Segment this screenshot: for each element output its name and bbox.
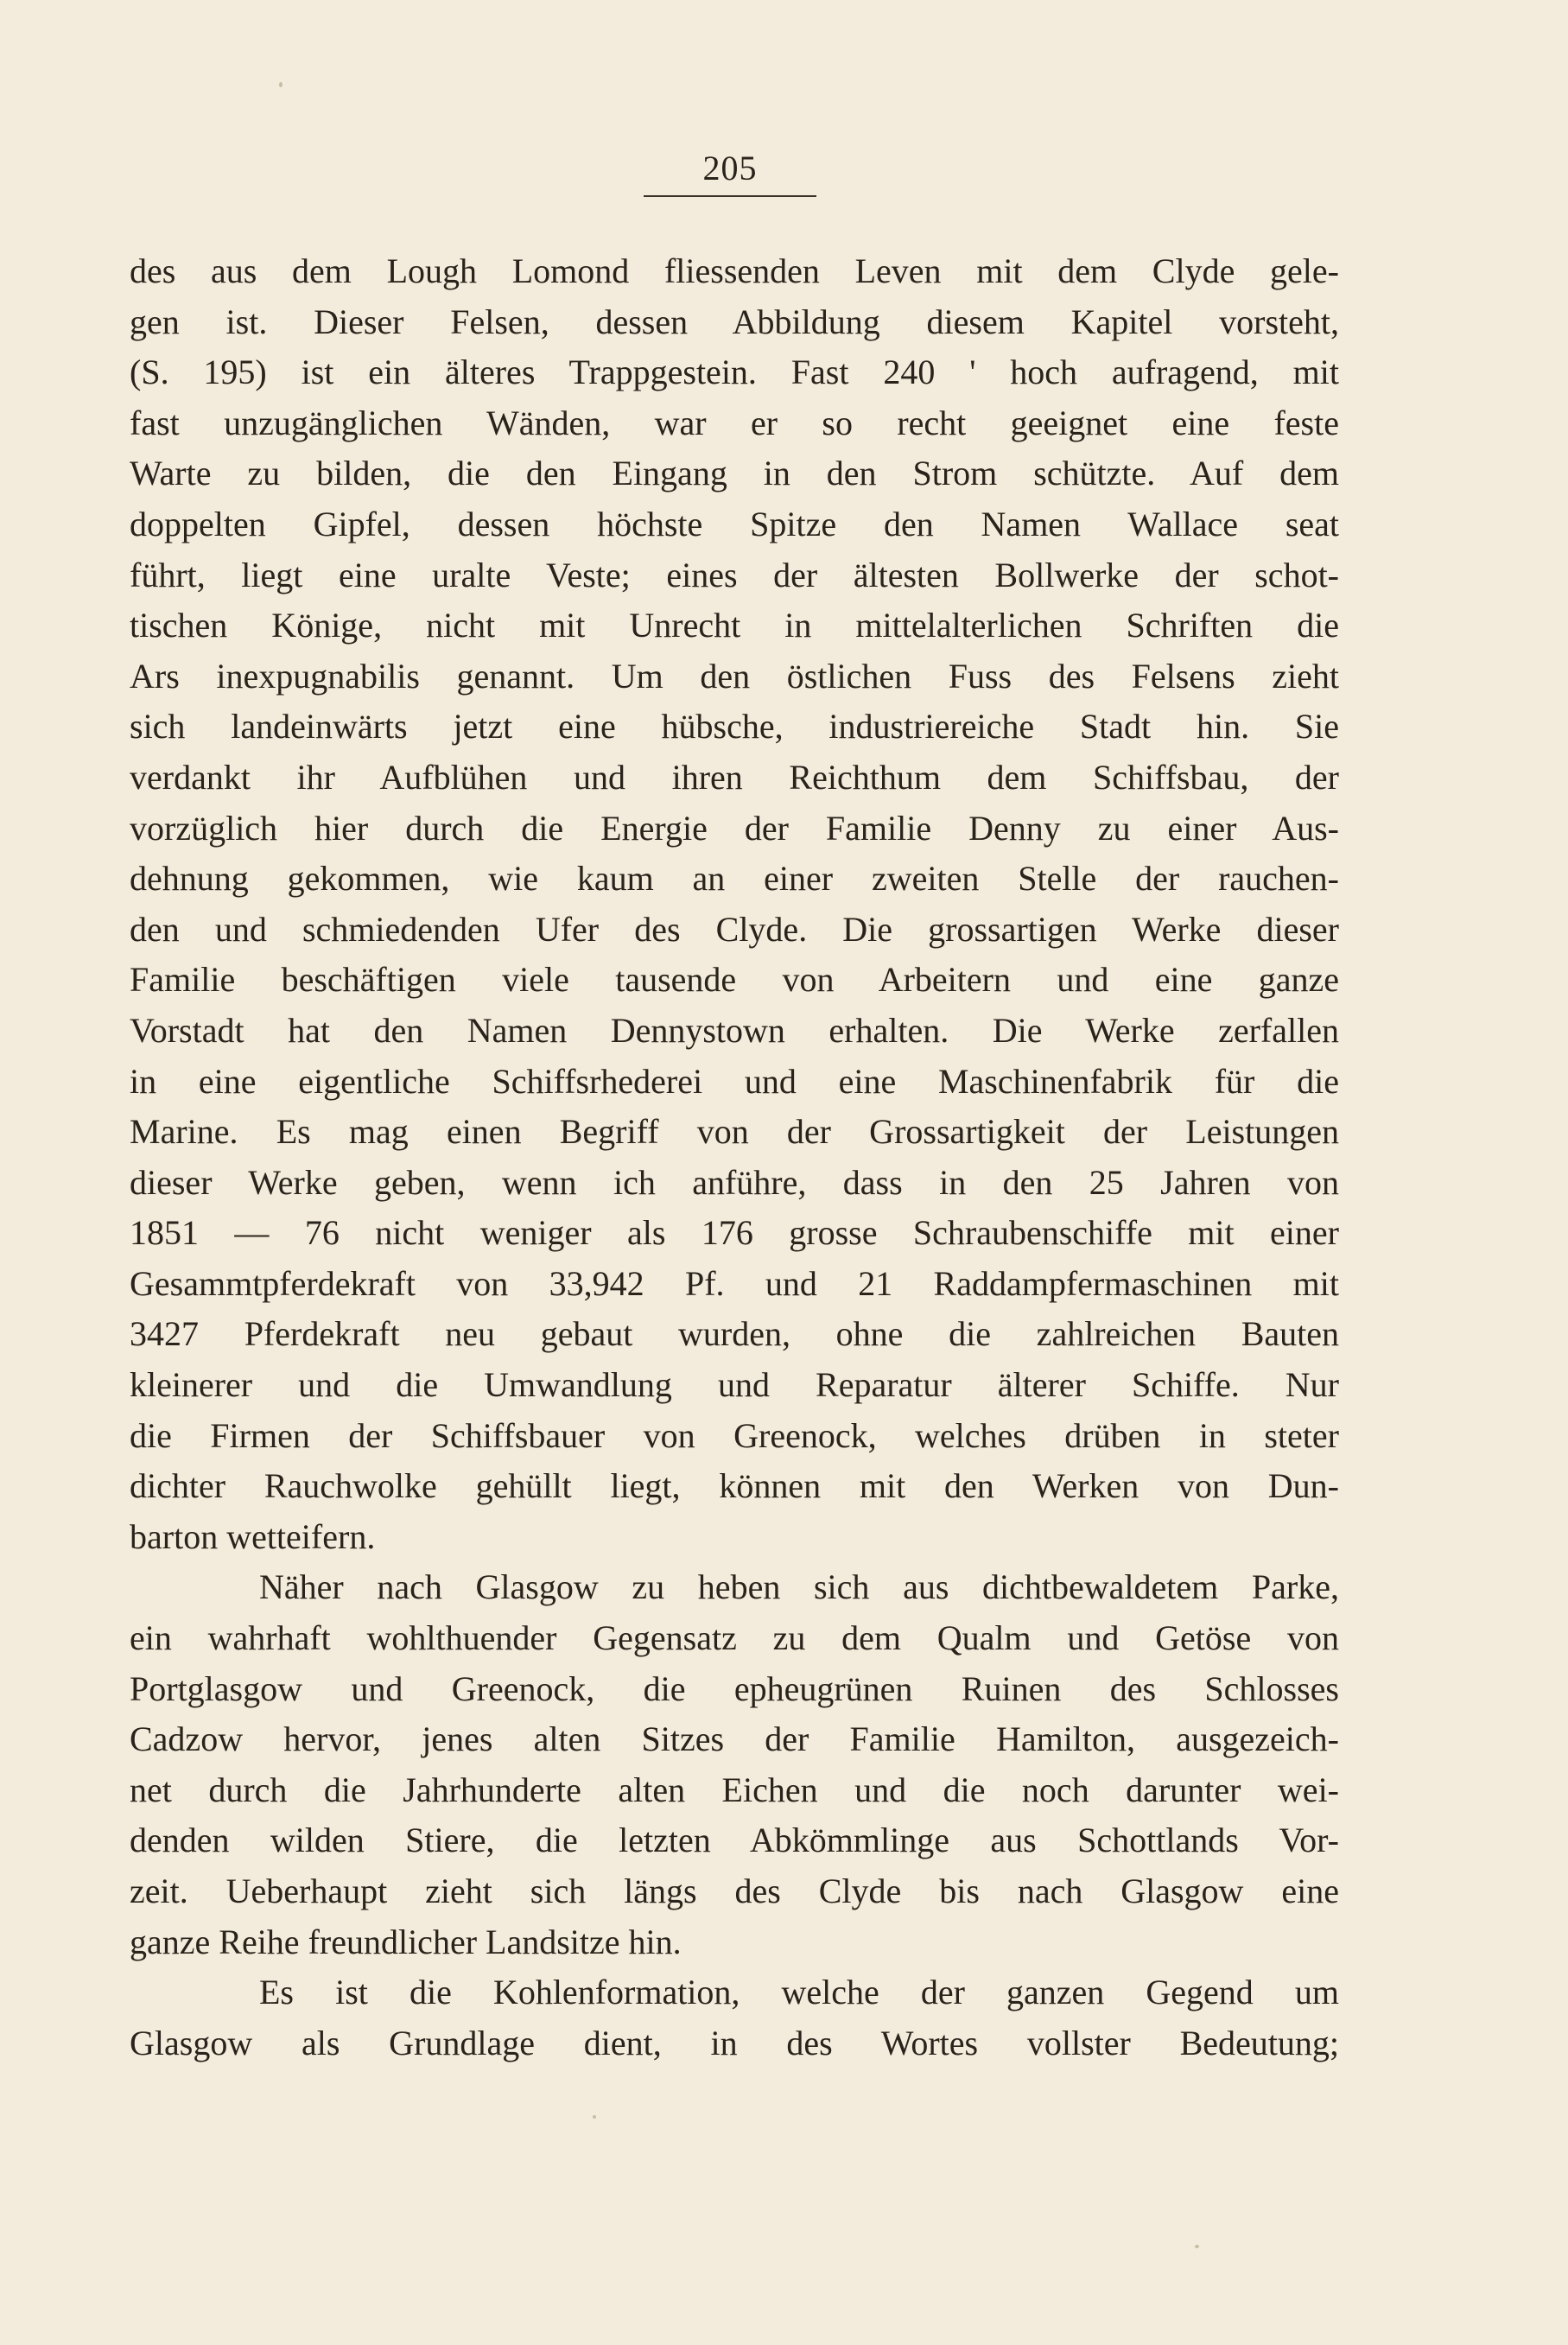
paragraph bbox=[130, 1967, 1339, 2069]
text-line: denden wilden Stiere, die letzten Abkömmlinge aus Schottlands Vor- bbox=[130, 1821, 1339, 1860]
text-line: kleinerer und die Umwandlung und Reparatur älterer Schiffe. Nur bbox=[130, 1365, 1339, 1405]
paper-speck bbox=[593, 2115, 596, 2119]
text-line: fast unzugänglichen Wänden, war er so recht geeignet eine feste bbox=[130, 403, 1339, 442]
text-line: gen ist. Dieser Felsen, dessen Abbildung diesem Kapitel vorsteht, bbox=[130, 302, 1339, 341]
text-line: in eine eigentliche Schiffsrhederei und eine Maschinenfabrik für die bbox=[130, 1061, 1339, 1101]
paper-speck bbox=[1195, 2245, 1199, 2248]
text-line: ein wahrhaft wohlthuender Gegensatz zu dem Qualm und Getöse von bbox=[130, 1618, 1339, 1658]
text-line: net durch die Jahrhunderte alten Eichen und die noch darunter wei- bbox=[130, 1770, 1339, 1809]
body-text bbox=[130, 246, 1339, 2069]
text-line: Gesammtpferdekraft von 33,942 Pf. und 21 Raddampfermaschinen mit bbox=[130, 1263, 1339, 1303]
header-rule bbox=[644, 195, 816, 197]
text-line: des aus dem Lough Lomond fliessenden Leven mit dem Clyde gele- bbox=[130, 251, 1339, 290]
text-line: barton wetteifern. bbox=[130, 1516, 376, 1556]
text-line: Es ist die Kohlenformation, welche der ganzen Gegend um bbox=[259, 1973, 1339, 2012]
text-line: Portglasgow und Greenock, die epheugrünen Ruinen des Schlosses bbox=[130, 1668, 1339, 1708]
text-line: verdankt ihr Aufblühen und ihren Reichthum dem Schiffsbau, der bbox=[130, 757, 1339, 797]
text-line: ganze Reihe freundlicher Landsitze hin. bbox=[130, 1922, 682, 1961]
text-line: den und schmiedenden Ufer des Clyde. Die grossartigen Werke dieser bbox=[130, 909, 1339, 949]
text-line: Cadzow hervor, jenes alten Sitzes der Familie Hamilton, ausgezeich- bbox=[130, 1719, 1339, 1759]
text-line: sich landeinwärts jetzt eine hübsche, industriereiche Stadt hin. Sie bbox=[130, 707, 1339, 747]
text-line: doppelten Gipfel, dessen höchste Spitze den Namen Wallace seat bbox=[130, 504, 1339, 543]
text-line: dehnung gekommen, wie kaum an einer zweiten Stelle der rauchen- bbox=[130, 859, 1339, 899]
text-line: Glasgow als Grundlage dient, in des Wortes vollster Bedeutung; bbox=[130, 2023, 1339, 2062]
paper-speck bbox=[279, 82, 282, 87]
text-line: führt, liegt eine uralte Veste; eines der ältesten Bollwerke der schot- bbox=[130, 555, 1339, 594]
text-line: vorzüglich hier durch die Energie der Familie Denny zu einer Aus- bbox=[130, 808, 1339, 848]
text-line: (S. 195) ist ein älteres Trappgestein. Fast 240 ' hoch aufragend, mit bbox=[130, 353, 1339, 392]
text-line: Marine. Es mag einen Begriff von der Grossartigkeit der Leistungen bbox=[130, 1112, 1339, 1152]
text-line: Ars inexpugnabilis genannt. Um den östlichen Fuss des Felsens zieht bbox=[130, 656, 1339, 696]
text-line: Näher nach Glasgow zu heben sich aus dichtbewaldetem Parke, bbox=[259, 1567, 1339, 1607]
text-line: 1851 — 76 nicht weniger als 176 grosse Schraubenschiffe mit einer bbox=[130, 1213, 1339, 1253]
paragraph bbox=[130, 246, 1339, 1562]
text-line: Vorstadt hat den Namen Dennystown erhalten. Die Werke zerfallen bbox=[130, 1010, 1339, 1050]
text-line: dichter Rauchwolke gehüllt liegt, können mit den Werken von Dun- bbox=[130, 1466, 1339, 1506]
page-number: 205 bbox=[702, 149, 758, 187]
text-line: zeit. Ueberhaupt zieht sich längs des Clyde bis nach Glasgow eine bbox=[130, 1872, 1339, 1910]
paragraph bbox=[130, 1562, 1339, 1967]
text-line: 3427 Pferdekraft neu gebaut wurden, ohne die zahlreichen Bauten bbox=[130, 1314, 1339, 1354]
text-line: tischen Könige, nicht mit Unrecht in mittelalterlichen Schriften die bbox=[130, 606, 1339, 645]
text-line: Familie beschäftigen viele tausende von Arbeitern und eine ganze bbox=[130, 960, 1339, 1000]
text-line: die Firmen der Schiffsbauer von Greenock, welches drüben in steter bbox=[130, 1415, 1339, 1455]
text-line: Warte zu bilden, die den Eingang in den Strom schützte. Auf dem bbox=[130, 454, 1339, 493]
page-header bbox=[644, 147, 816, 197]
text-line: dieser Werke geben, wenn ich anführe, dass in den 25 Jahren von bbox=[130, 1162, 1339, 1202]
